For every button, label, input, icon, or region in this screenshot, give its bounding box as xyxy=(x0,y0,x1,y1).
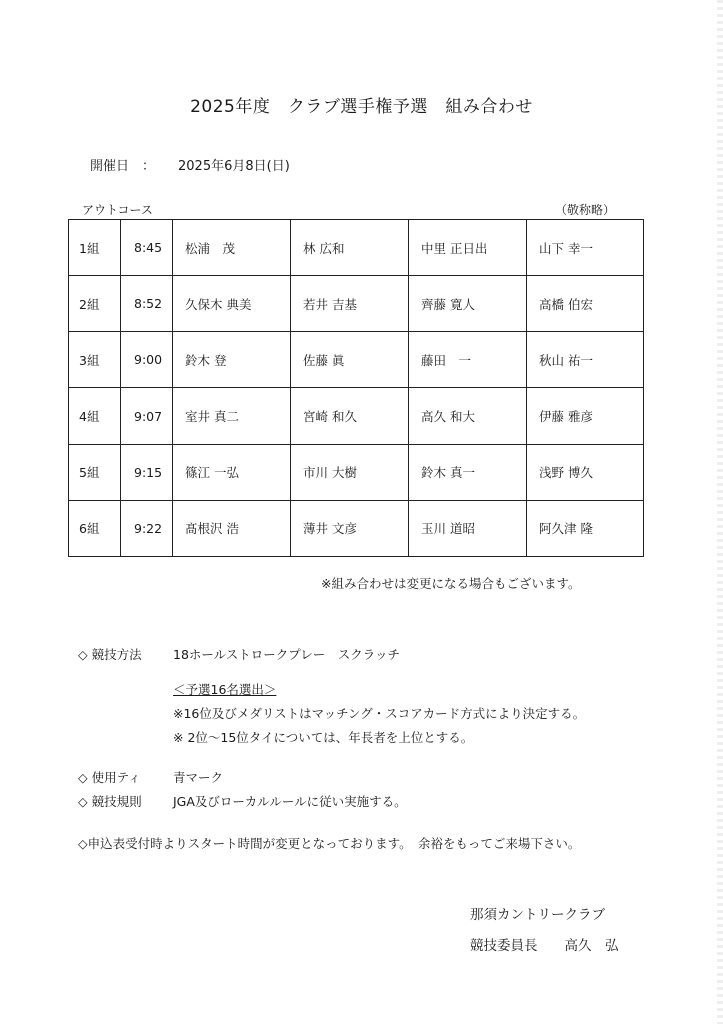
player-name: 篠江 一弘 xyxy=(173,444,291,500)
group-number: 5組 xyxy=(69,444,121,500)
player-name: 薄井 文彦 xyxy=(291,500,409,556)
start-time-note: ◇申込表受付時よりスタート時間が変更となっております。 余裕をもってご来場下さい。 xyxy=(78,836,581,851)
player-name: 宮崎 和久 xyxy=(291,388,409,444)
player-name: 高橋 伯宏 xyxy=(527,276,644,332)
start-time: 9:15 xyxy=(121,444,173,500)
player-name: 玉川 道昭 xyxy=(409,500,527,556)
start-time: 9:22 xyxy=(121,500,173,556)
start-time: 8:52 xyxy=(121,276,173,332)
method-label: ◇ 競技方法 xyxy=(78,647,142,662)
page-title: 2025年度 クラブ選手権予選 組み合わせ xyxy=(190,97,533,117)
table-row xyxy=(69,388,644,444)
player-name: 鈴木 登 xyxy=(173,332,291,388)
group-number: 3組 xyxy=(69,332,121,388)
change-note: ※組み合わせは変更になる場合もございます。 xyxy=(321,576,581,591)
scan-edge xyxy=(717,0,723,1024)
player-name: 佐藤 眞 xyxy=(291,332,409,388)
player-name: 高久 和大 xyxy=(409,388,527,444)
group-number: 1組 xyxy=(69,220,121,276)
honorific-note: （敬称略） xyxy=(555,203,616,217)
player-name: 浅野 博久 xyxy=(527,444,644,500)
player-name: 林 広和 xyxy=(291,220,409,276)
club-name: 那須カントリークラブ xyxy=(470,907,605,923)
regulation-value: JGA及びローカルルールに従い実施する。 xyxy=(173,794,407,809)
date-value: 2025年6月8日(日) xyxy=(178,159,290,174)
player-name: 中里 正日出 xyxy=(409,220,527,276)
start-time: 9:07 xyxy=(121,388,173,444)
player-name: 室井 真二 xyxy=(173,388,291,444)
player-name: 若井 吉基 xyxy=(291,276,409,332)
table-row xyxy=(69,444,644,500)
player-name: 市川 大樹 xyxy=(291,444,409,500)
regulation-label: ◇ 競技規則 xyxy=(78,794,142,809)
player-name: 齊藤 寛人 xyxy=(409,276,527,332)
group-number: 4組 xyxy=(69,388,121,444)
date-label: 開催日 ： xyxy=(90,159,156,174)
player-name: 伊藤 雅彦 xyxy=(527,388,644,444)
player-name: 久保木 典美 xyxy=(173,276,291,332)
method-value: 18ホールストロークプレー スクラッチ xyxy=(173,647,401,662)
player-name: 藤田 一 xyxy=(409,332,527,388)
qualify-note-1: ※16位及びメダリストはマッチング・スコアカード方式により決定する。 xyxy=(173,706,586,721)
table-row xyxy=(69,220,644,276)
player-name: 鈴木 真一 xyxy=(409,444,527,500)
start-time: 8:45 xyxy=(121,220,173,276)
table-row xyxy=(69,332,644,388)
group-number: 6組 xyxy=(69,500,121,556)
player-name: 阿久津 隆 xyxy=(527,500,644,556)
player-name: 山下 幸一 xyxy=(527,220,644,276)
player-name: 髙根沢 浩 xyxy=(173,500,291,556)
table-row xyxy=(69,276,644,332)
tee-label: ◇ 使用ティ xyxy=(78,770,141,785)
table-row xyxy=(69,500,644,556)
player-name: 松浦 茂 xyxy=(173,220,291,276)
qualify-note-2: ※ 2位～15位タイについては、年長者を上位とする。 xyxy=(173,730,474,745)
pairings-table xyxy=(68,219,644,557)
start-time: 9:00 xyxy=(121,332,173,388)
tee-value: 青マーク xyxy=(173,770,224,785)
course-label: アウトコース xyxy=(82,203,153,217)
player-name: 秋山 祐一 xyxy=(527,332,644,388)
qualify-heading: ＜予選16名選出＞ xyxy=(173,682,277,697)
group-number: 2組 xyxy=(69,276,121,332)
committee-chair: 競技委員長 高久 弘 xyxy=(470,938,619,954)
